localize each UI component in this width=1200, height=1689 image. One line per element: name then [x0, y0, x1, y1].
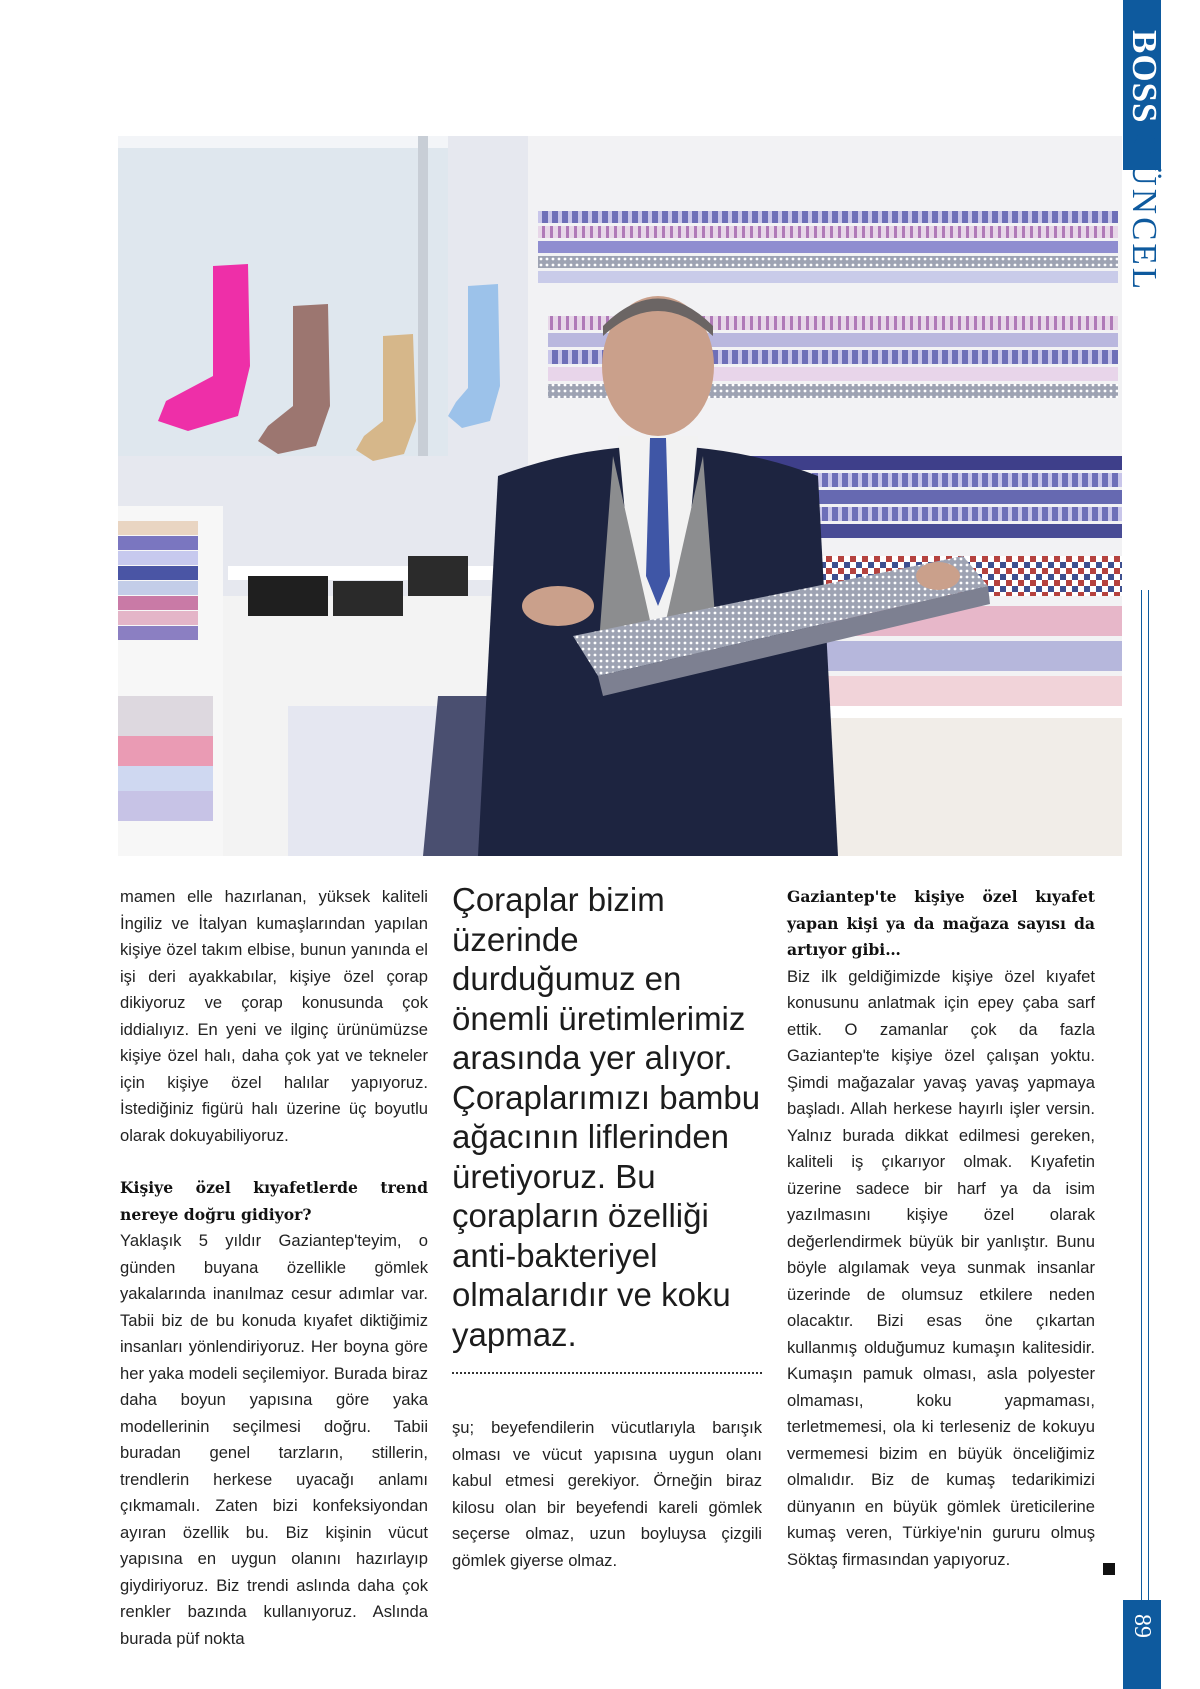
column1-paragraph-1: mamen elle hazırlanan, yüksek kaliteli İngiliz ve İtalyan kumaşlarından yapılan kişiye özel takım elbise, bunun yanında el işi deri ayakkabılar, kişiye özel çorap dikiyoruz ve çorap konusunda çok iddialıyız. En yeni ve ilginç ürünümüzse kişiye özel halı, daha çok yat ve tekneler için kişiye özel halılar yapıyoruz. İstediğiniz figürü halı üzerine üç boyutlu olarak dokuyabiliyoruz. — [120, 887, 428, 1145]
column1-heading: Kişiye özel kıyafetlerde trend nereye doğru gidiyor? — [120, 1178, 428, 1224]
page-number-text: 89 — [1129, 1614, 1155, 1638]
article-column-3 — [787, 884, 1095, 1573]
article-column-1 — [120, 884, 428, 1652]
section-name: GÜNCEL — [1125, 132, 1164, 293]
column3-paragraph: Biz ilk geldiğimizde kişiye özel kıyafet konusunu anlatmak için epey çaba sarf ettik. O zamanlar çok da fazla Gaziantep'te kişiye özel çalışan yoktu. Şimdi mağazalar yavaş yavaş yapmaya başladı. Allah herkese hayırlı işler versin. Yalnız burada dikkat edilmesi gereken, kaliteli iş çıkarıyor olmak. Kıyafetin üzerine sadece bir harf ya da isim yazılmasını kişiye özel olarak değerlendirmek büyük bir yanlıştır. Bunu böyle algılamak veya sunmak insanlar üzerinde de olumsuz etkilere neden olacaktır. Bizi esas öne çıkartan kullanmış olduğumuz kumaşın kalitesidir. Kumaşın pamuk olması, asla polyester olmaması, koku yapmaması, terletmemesi, ola ki terleseniz de kokuyu vermemesi bizim en büyük önceliğimiz olmalıdır. Biz de kumaş tedarikimizi dünyanın en büyük gömlek üreticilerine kumaş veren, Türkiye'nin gururu olmuş Söktaş firmasından yapıyoruz. — [787, 966, 1095, 1569]
end-mark — [1103, 1563, 1115, 1575]
side-rule-2 — [1148, 590, 1149, 1600]
pull-quote: Çoraplar bizim üzerinde durduğumuz en önemli üretimlerimiz arasında yer alıyor. Çoraplarımızı bambu ağacının liflerinden üretiyoruz. Bu çorapların özelliği anti-bakteriyel olmalarıdır ve koku yapmaz. — [452, 881, 761, 1353]
column2-paragraph: şu; beyefendilerin vücutlarıyla barışık olması ve vücut yapısına uygun olanı kabul etmesi gerekiyor. Örneğin biraz kilosu olan bir beyefendi kareli gömlek seçerse olmaz, uzun boyluysa çizgili gömlek giyerse olmaz. — [452, 1418, 762, 1570]
tailor-shop-illustration — [118, 136, 1122, 856]
article-photo — [118, 136, 1122, 856]
article-column-2 — [452, 1415, 762, 1574]
section-brand: BOSS — [1125, 30, 1164, 124]
section-label — [1123, 30, 1164, 590]
column3-heading: Gaziantep'te kişiye özel kıyafet yapan kişi ya da mağaza sayısı da artıyor gibi… — [787, 887, 1095, 959]
page-number — [1123, 1606, 1161, 1666]
dotted-divider — [452, 1372, 762, 1374]
column1-paragraph-2: Yaklaşık 5 yıldır Gaziantep'teyim, o günden buyana özellikle gömlek yakalarında inanılmaz cesur adımlar var. Tabii biz de bu konuda kıyafet diktiğimiz insanları yönlendiriyoruz. Her boyna göre her yaka modeli seçilemiyor. Burada biraz daha boyun yapısına göre yaka modellerinin seçilmesi doğru. Tabii buradan genel tarzların, stillerin, trendlerin herkese uyacağı anlamı çıkmamalı. Zaten bizi konfeksiyondan ayıran özellik bu. Biz kişinin vücut yapısına en uygun olanını hazırlayıp giydiriyoruz. Biz trendi aslında daha çok renkler bazında kullanıyoruz. Aslında burada püf nokta — [120, 1231, 428, 1648]
side-rule-1 — [1141, 590, 1142, 1600]
